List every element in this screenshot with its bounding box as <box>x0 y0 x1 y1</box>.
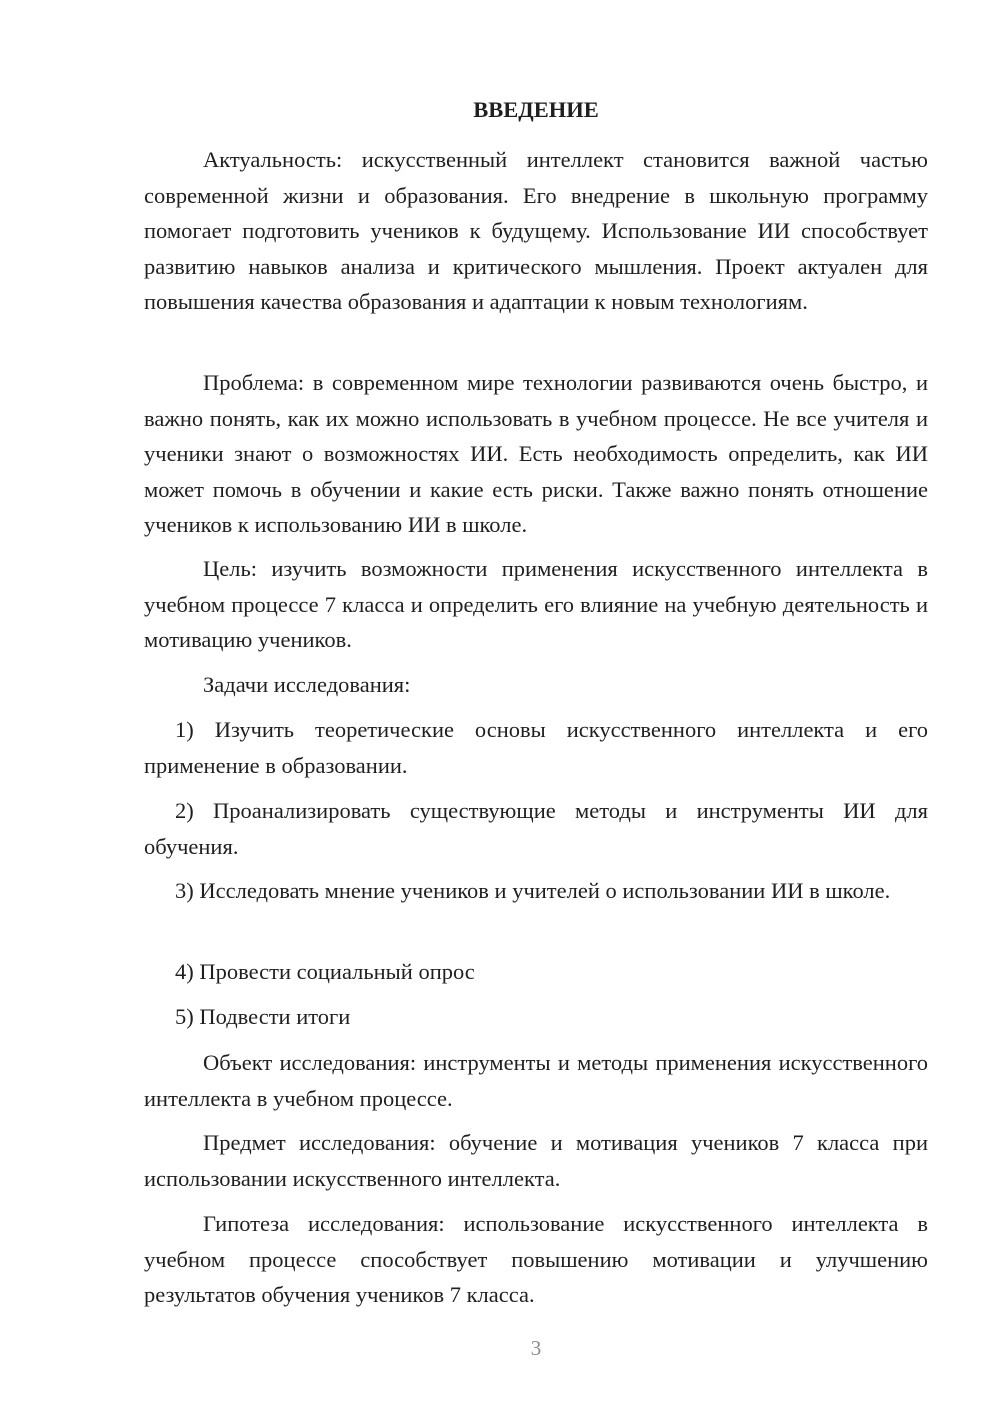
paragraph-goal: Цель: изучить возможности применения искусственного интеллекта в учебном процессе 7 класса и определить его влияние на учебную деятельность и мотивацию учеников. <box>144 556 928 652</box>
paragraph-object: Объект исследования: инструменты и методы применения искусственного интеллекта в учебном процессе. <box>144 1050 928 1111</box>
task-item-3: 3) Исследовать мнение учеников и учителей о использовании ИИ в школе. <box>175 878 891 903</box>
task-item-4: 4) Провести социальный опрос <box>175 959 475 984</box>
paragraph-problem: Проблема: в современном мире технологии развиваются очень быстро, и важно понять, как их можно использовать в учебном процессе. Не все учителя и ученики знают о возможностях ИИ. Есть необходимость определить, как ИИ может помочь в обучении и какие есть риски. Также важно понять отношение учеников к использованию ИИ в школе. <box>144 370 928 537</box>
task-item-2: 2) Проанализировать существующие методы и инструменты ИИ для обучения. <box>144 798 928 859</box>
page-number: 3 <box>530 1336 542 1360</box>
task-item-5: 5) Подвести итоги <box>175 1004 351 1029</box>
page-title: ВВЕДЕНИЕ <box>473 97 599 122</box>
paragraph-relevance: Актуальность: искусственный интеллект становится важной частью современной жизни и образования. Его внедрение в школьную программу помогает подготовить учеников к будущему. Использование ИИ способствует развитию навыков анализа и критического мышления. Проект актуален для повышения качества образования и адаптации к новым технологиям. <box>144 147 928 314</box>
paragraph-subject: Предмет исследования: обучение и мотивация учеников 7 класса при использовании искусственного интеллекта. <box>144 1130 928 1191</box>
tasks-heading: Задачи исследования: <box>203 672 411 697</box>
task-item-1: 1) Изучить теоретические основы искусственного интеллекта и его применение в образовании. <box>144 717 928 778</box>
paragraph-hypothesis: Гипотеза исследования: использование искусственного интеллекта в учебном процессе способствует повышению мотивации и улучшению результатов обучения учеников 7 класса. <box>144 1211 928 1307</box>
